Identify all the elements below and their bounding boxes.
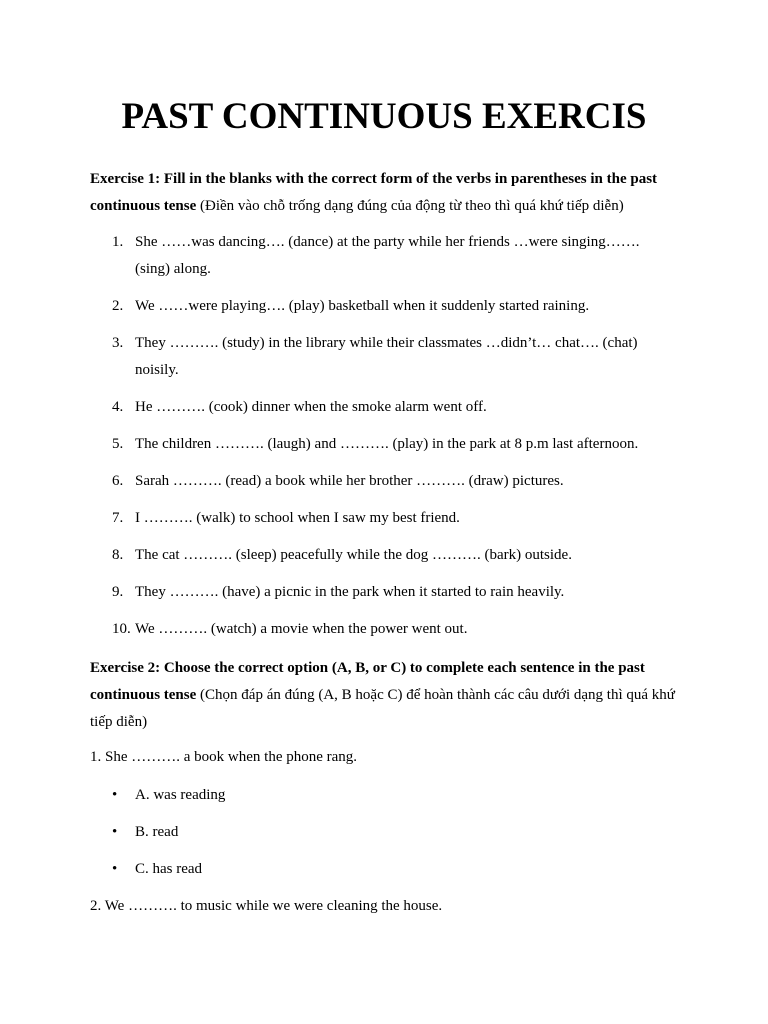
item-text: She ……was dancing…. (dance) at the party while her friends …were singing……. (sing) along.: [135, 234, 640, 277]
item-text: He ………. (cook) dinner when the smoke alarm went off.: [135, 399, 487, 415]
option-text: A. was reading: [135, 787, 226, 803]
item-number: 10.: [112, 621, 131, 637]
exercise-2-question-1: 1. She ………. a book when the phone rang.: [90, 749, 358, 765]
item-number: 7.: [112, 510, 124, 526]
list-item: [90, 579, 650, 606]
item-text: Sarah ………. (read) a book while her brother ………. (draw) pictures.: [135, 473, 564, 489]
list-item: [90, 616, 650, 643]
item-number: 2.: [112, 298, 124, 314]
bullet-icon: •: [112, 787, 118, 803]
option-item: [90, 782, 225, 809]
list-item: [90, 293, 650, 320]
item-number: 9.: [112, 584, 124, 600]
item-number: 1.: [112, 234, 124, 250]
option-text: C. has read: [135, 861, 203, 877]
option-item: [90, 819, 225, 846]
bullet-icon: •: [112, 824, 118, 840]
exercise-1-note: (Điền vào chỗ trống dạng đúng của động từ theo thì quá khứ tiếp diễn): [196, 198, 624, 214]
exercise-1-list: [90, 229, 650, 653]
list-item: [90, 431, 650, 458]
list-item: [90, 394, 650, 421]
option-text: B. read: [135, 824, 179, 840]
option-item: [90, 856, 225, 883]
item-text: The cat ………. (sleep) peacefully while the dog ………. (bark) outside.: [135, 547, 572, 563]
exercise-2-question-2: 2. We ………. to music while we were cleaning the house.: [90, 898, 443, 914]
item-number: 3.: [112, 335, 124, 351]
list-item: [90, 542, 650, 569]
item-text: They ………. (study) in the library while their classmates …didn’t… chat…. (chat) noisily.: [135, 335, 638, 378]
item-text: The children ………. (laugh) and ………. (play) in the park at 8 p.m last afternoon.: [135, 436, 639, 452]
item-text: I ………. (walk) to school when I saw my best friend.: [135, 510, 460, 526]
exercise-2-note: (Chọn đáp án đúng (A, B hoặc C) để hoàn thành các câu dưới dạng thì quá khứ tiếp diễn): [90, 687, 675, 730]
item-number: 6.: [112, 473, 124, 489]
exercise-2-heading: Exercise 2: Choose the correct option (A, B, or C) to complete each sentence in the past continuous tense: [90, 660, 645, 703]
list-item: [90, 229, 650, 283]
question-1-options: [90, 782, 225, 893]
item-number: 5.: [112, 436, 124, 452]
list-item: [90, 505, 650, 532]
exercise-2-instructions: [90, 655, 682, 736]
item-text: We ……were playing…. (play) basketball when it suddenly started raining.: [135, 298, 590, 314]
item-number: 4.: [112, 399, 124, 415]
exercise-1-instructions: [90, 166, 682, 220]
item-number: 8.: [112, 547, 124, 563]
exercise-1-heading: Exercise 1: Fill in the blanks with the correct form of the verbs in parentheses in the past continuous tense: [90, 171, 658, 214]
item-text: They ………. (have) a picnic in the park when it started to rain heavily.: [135, 584, 565, 600]
bullet-icon: •: [112, 861, 118, 877]
list-item: [90, 468, 650, 495]
item-text: We ………. (watch) a movie when the power went out.: [135, 621, 468, 637]
list-item: [90, 330, 650, 384]
page-title: PAST CONTINUOUS EXERCIS: [121, 96, 647, 137]
